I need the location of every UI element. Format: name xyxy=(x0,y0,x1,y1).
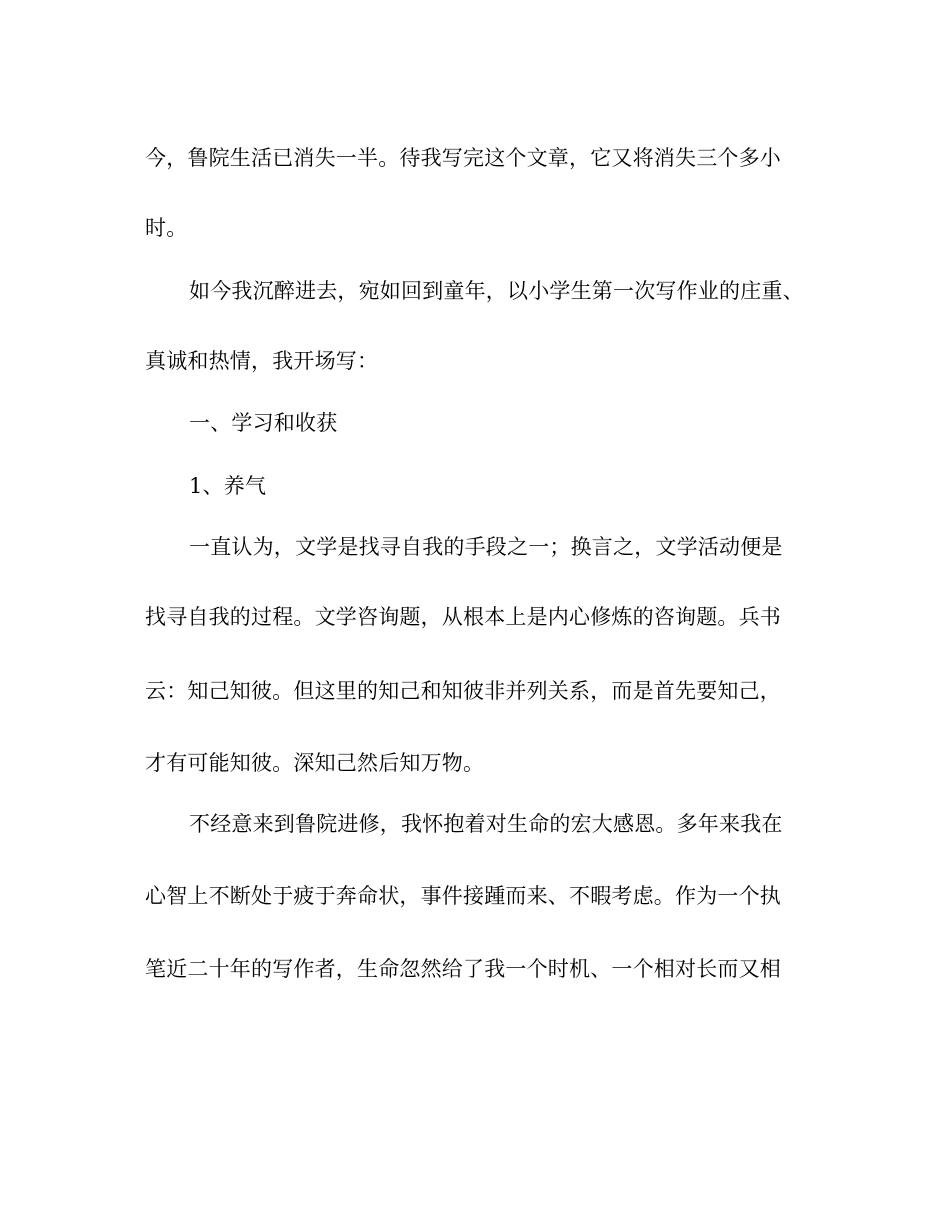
text-line: 才有可能知彼。深知己然后知万物。 xyxy=(145,751,485,775)
text-line: 时。 xyxy=(145,216,188,240)
text-line: 找寻自我的过程。文学咨询题，从根本上是内心修炼的咨询题。兵书 xyxy=(145,605,781,629)
text-line: 笔近二十年的写作者，生命忽然给了我一个时机、一个相对长而又相 xyxy=(145,957,781,981)
text-line: 心智上不断处于疲于奔命状，事件接踵而来、不暇考虑。作为一个执 xyxy=(145,884,781,908)
text-line: 如今我沉醉进去，宛如回到童年，以小学生第一次写作业的庄重、 xyxy=(189,279,804,303)
text-line: 今，鲁院生活已消失一半。待我写完这个文章，它又将消失三个多小 xyxy=(145,146,781,170)
subsection-heading: 1、养气 xyxy=(189,474,267,498)
section-heading: 一、学习和收获 xyxy=(189,411,338,435)
text-line: 云：知己知彼。但这里的知己和知彼非并列关系，而是首先要知己， xyxy=(145,679,781,703)
text-line: 真诚和热情，我开场写： xyxy=(145,349,379,373)
text-line: 不经意来到鲁院进修，我怀抱着对生命的宏大感恩。多年来我在 xyxy=(189,812,783,836)
text-line: 一直认为，文学是找寻自我的手段之一；换言之，文学活动便是 xyxy=(189,535,783,559)
